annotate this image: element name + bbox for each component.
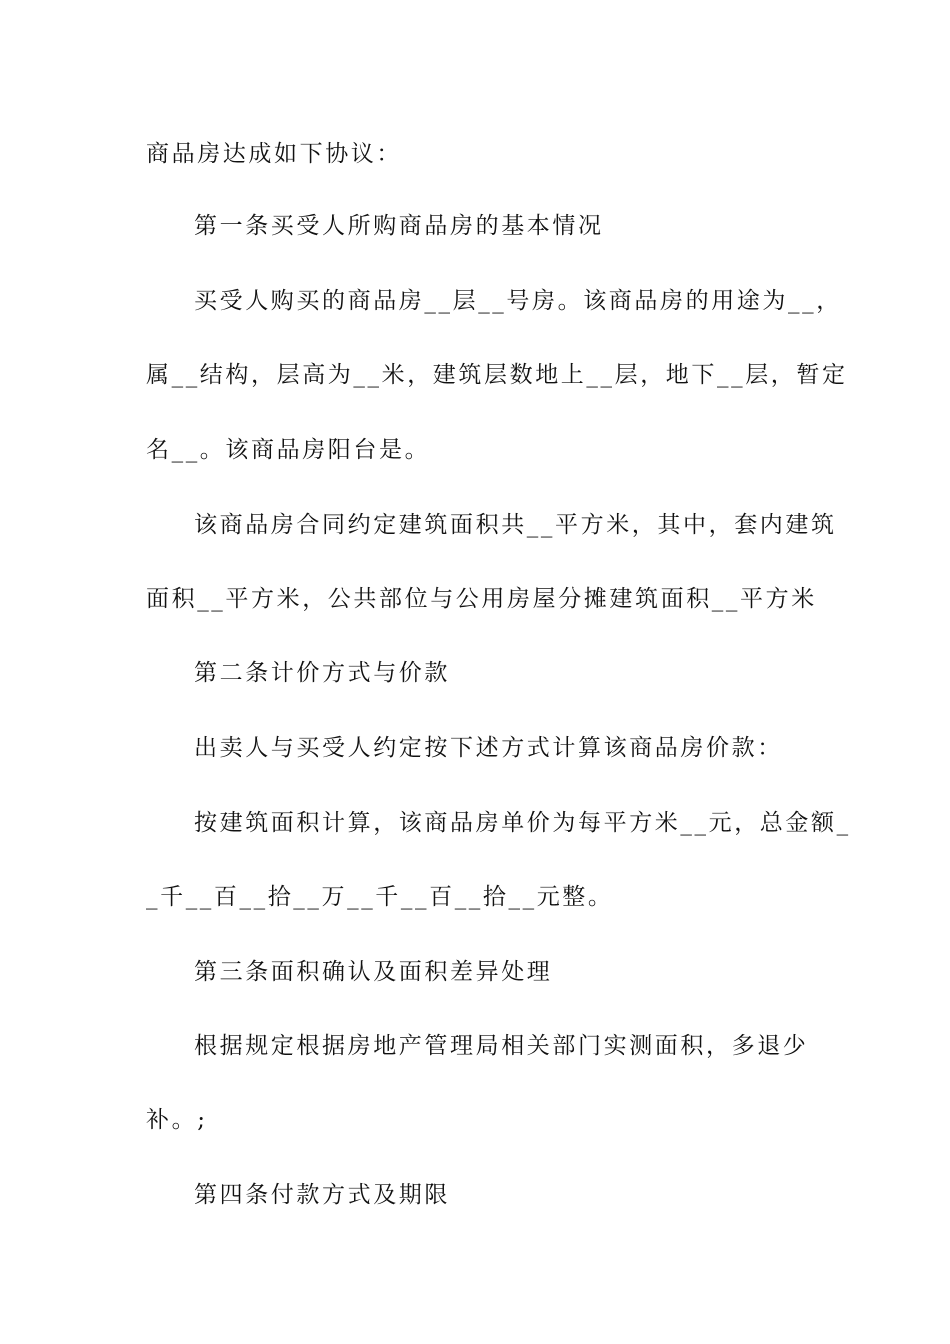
text-line: 属__结构，层高为__米，建筑层数地上__层，地下__层，暂定: [146, 362, 848, 388]
text-line: 补。;: [146, 1107, 208, 1133]
text-line: 出卖人与买受人约定按下述方式计算该商品房价款：: [194, 735, 783, 761]
article-heading: 第二条计价方式与价款: [194, 660, 450, 686]
text-line: _千__百__拾__万__千__百__拾__元整。: [146, 884, 614, 910]
article-heading: 第四条付款方式及期限: [194, 1182, 450, 1208]
text-line: 名__。该商品房阳台是。: [146, 437, 431, 463]
article-heading: 第一条买受人所购商品房的基本情况: [194, 213, 604, 239]
text-line: 买受人购买的商品房__层__号房。该商品房的用途为__，: [194, 288, 842, 314]
text-line: 根据规定根据房地产管理局相关部门实测面积，多退少: [194, 1033, 809, 1059]
article-heading: 第三条面积确认及面积差异处理: [194, 959, 553, 985]
text-line: 商品房达成如下协议：: [146, 141, 402, 167]
text-line: 按建筑面积计算，该商品房单价为每平方米__元，总金额_: [194, 810, 851, 836]
text-line: 面积__平方米，公共部位与公用房屋分摊建筑面积__平方米: [146, 586, 817, 612]
text-line: 该商品房合同约定建筑面积共__平方米，其中，套内建筑: [194, 512, 837, 538]
